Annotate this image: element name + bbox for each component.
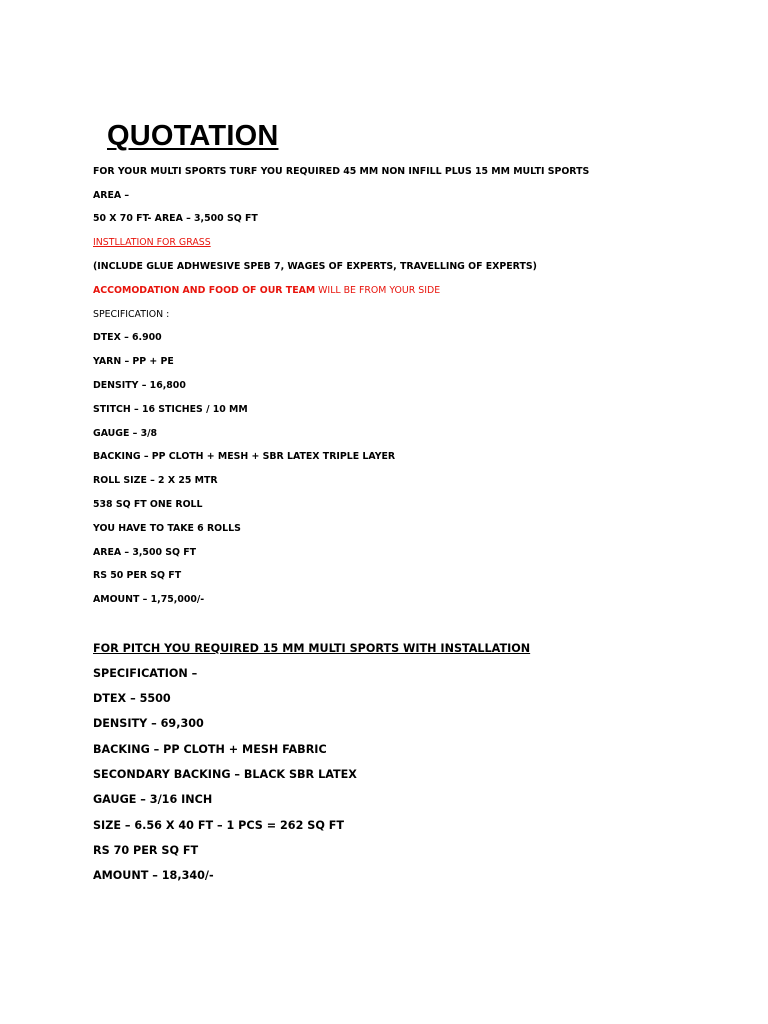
pitch-spec-line: DTEX – 5500 xyxy=(93,692,171,705)
spec-line: YARN – PP + PE xyxy=(93,356,174,367)
pitch-spec-line: SECONDARY BACKING – BLACK SBR LATEX xyxy=(93,768,357,781)
area-value: 50 X 70 FT- AREA – 3,500 SQ FT xyxy=(93,213,258,224)
spec-line: 538 SQ FT ONE ROLL xyxy=(93,499,203,510)
pitch-spec-line: GAUGE – 3/16 INCH xyxy=(93,793,213,806)
specification-heading: SPECIFICATION : xyxy=(93,309,170,320)
installation-heading: INSTLLATION FOR GRASS xyxy=(93,237,211,248)
amount-line: AMOUNT – 1,75,000/- xyxy=(93,594,205,605)
accommodation-bold: ACCOMODATION AND FOOD OF OUR TEAM xyxy=(93,285,316,296)
pitch-spec-line: SIZE – 6.56 X 40 FT – 1 PCS = 262 SQ FT xyxy=(93,819,344,832)
intro-line: FOR YOUR MULTI SPORTS TURF YOU REQUIRED 45 MM NON INFILL PLUS 15 MM MULTI SPORTS xyxy=(93,166,590,177)
accommodation-rest: WILL BE FROM YOUR SIDE xyxy=(315,285,441,296)
include-note: (INCLUDE GLUE ADHWESIVE SPEB 7, WAGES OF EXPERTS, TRAVELLING OF EXPERTS) xyxy=(93,261,537,272)
spec-line: BACKING – PP CLOTH + MESH + SBR LATEX TRIPLE LAYER xyxy=(93,451,396,462)
area-label: AREA – xyxy=(93,190,130,201)
spec-line: DTEX – 6.900 xyxy=(93,332,162,343)
pitch-spec-line: BACKING – PP CLOTH + MESH FABRIC xyxy=(93,743,327,756)
pitch-spec-line: RS 70 PER SQ FT xyxy=(93,844,199,857)
pitch-heading: FOR PITCH YOU REQUIRED 15 MM MULTI SPORTS WITH INSTALLATION xyxy=(93,642,531,655)
pitch-spec-line: DENSITY – 69,300 xyxy=(93,717,204,730)
spec-line: AREA – 3,500 SQ FT xyxy=(93,547,197,558)
spec-line: DENSITY – 16,800 xyxy=(93,380,186,391)
accommodation-line xyxy=(93,285,440,297)
pitch-spec-line: SPECIFICATION – xyxy=(93,667,198,680)
page-title: QUOTATION xyxy=(107,120,279,152)
spec-line: GAUGE – 3/8 xyxy=(93,428,158,439)
spec-line: RS 50 PER SQ FT xyxy=(93,570,182,581)
pitch-amount-line: AMOUNT – 18,340/- xyxy=(93,869,214,882)
spec-line: YOU HAVE TO TAKE 6 ROLLS xyxy=(93,523,241,534)
spec-line: ROLL SIZE – 2 X 25 MTR xyxy=(93,475,218,486)
spec-line: STITCH – 16 STICHES / 10 MM xyxy=(93,404,248,415)
